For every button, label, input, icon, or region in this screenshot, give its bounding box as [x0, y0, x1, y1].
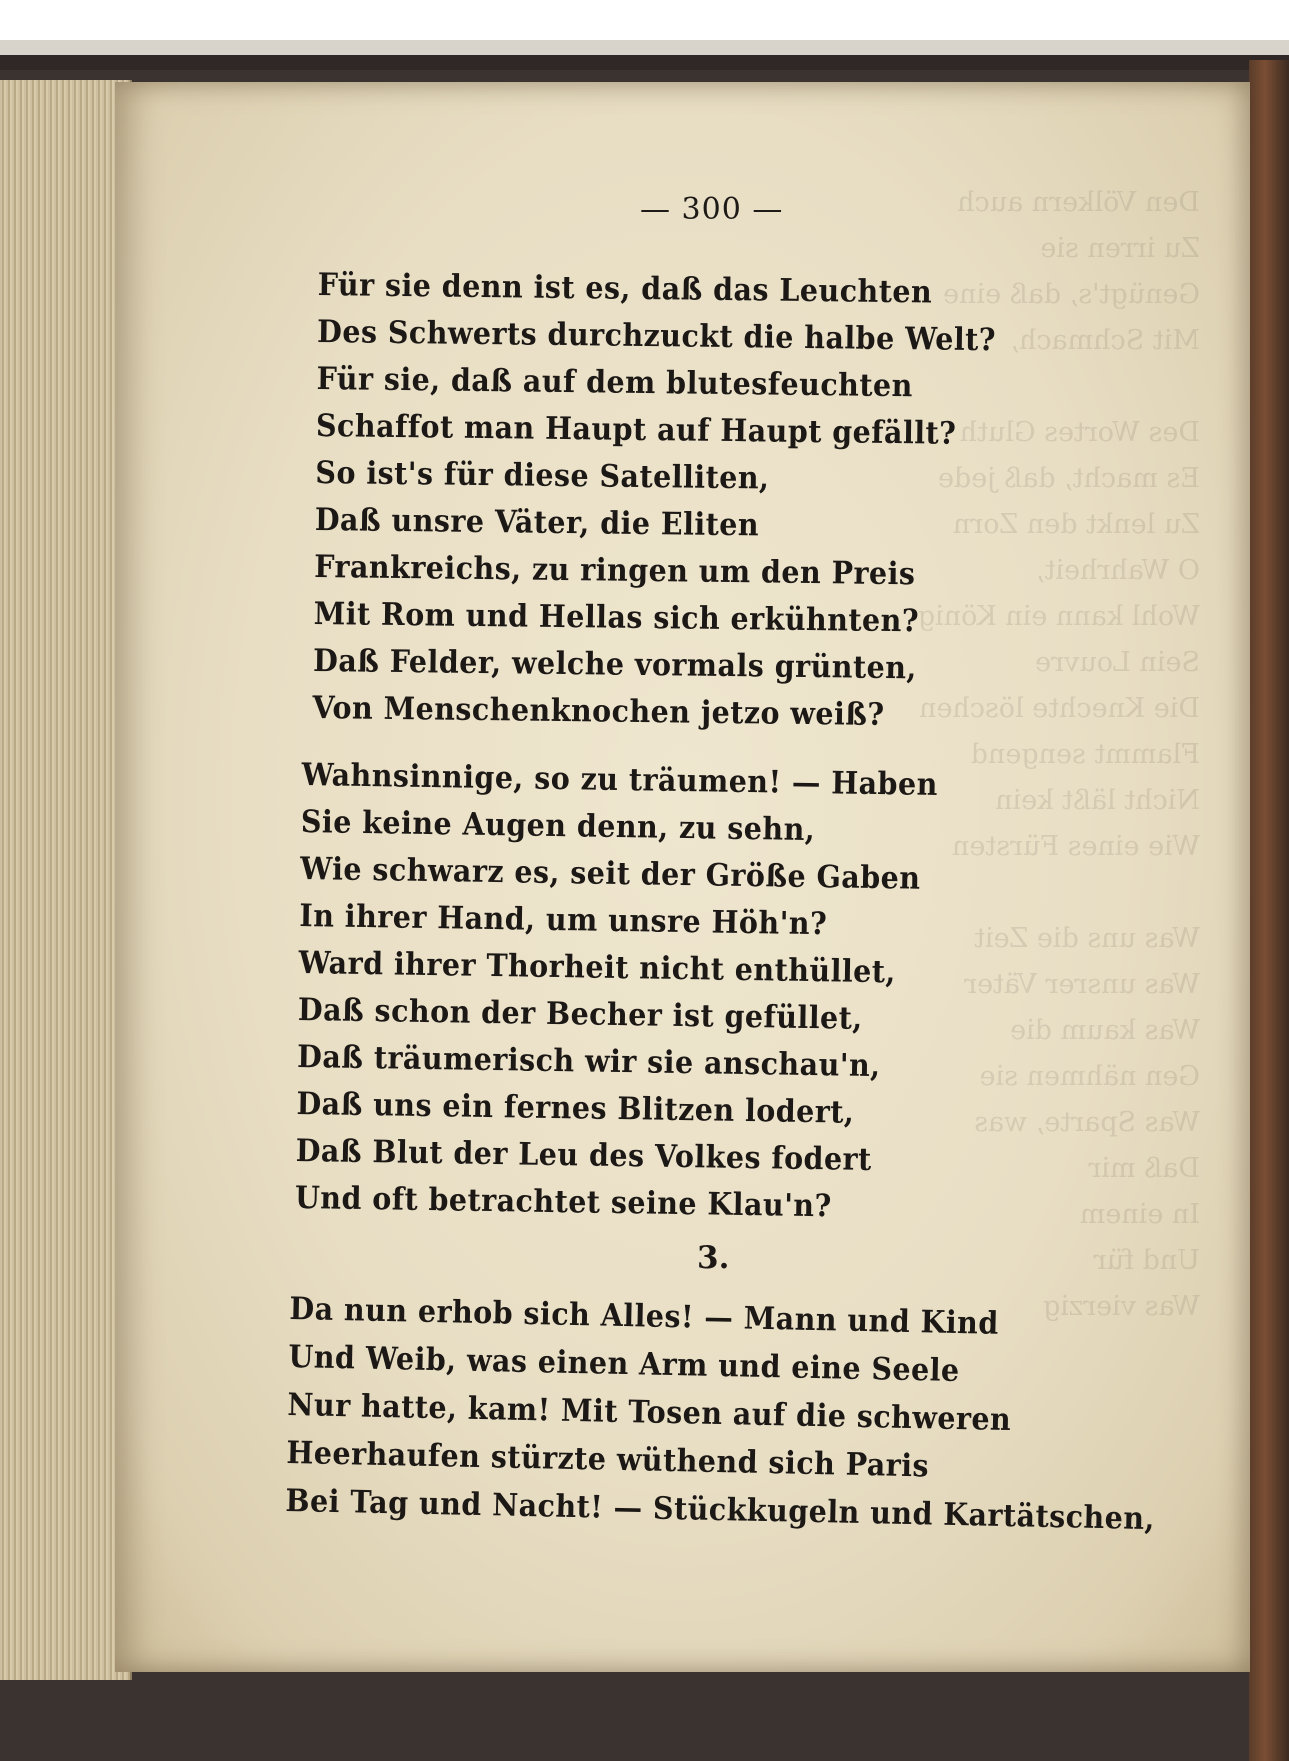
stanza-2: [295, 752, 994, 1233]
verse-line: Für sie denn ist es, daß das Leuchten: [317, 266, 933, 311]
verse-line: Von Menschenknochen jetzo weiß?: [312, 689, 885, 733]
verse-line: Mit Rom und Hellas sich erkühnten?: [313, 595, 920, 640]
verse-line: Frankreichs, zu ringen um den Preis: [314, 548, 916, 593]
verse-line: Wie schwarz es, seit der Größe Gaben: [299, 850, 921, 897]
verse-line: Daß unsre Väter, die Eliten: [314, 501, 760, 544]
verse-line: Daß uns ein fernes Blitzen lodert,: [296, 1085, 855, 1131]
verse-line: Wahnsinnige, so zu träumen! — Haben: [301, 756, 939, 803]
verse-line: Schaffot man Haupt auf Haupt gefällt?: [315, 407, 957, 452]
section-number: 3.: [697, 1240, 730, 1276]
verse-line: So ist's für diese Satelliten,: [315, 454, 770, 497]
verse-line: Und oft betrachtet seine Klau'n?: [294, 1179, 832, 1225]
verse-line: Bei Tag und Nacht! — Stückkugeln und Kartätschen,: [285, 1482, 1156, 1538]
verse-line: In ihrer Hand, um unsre Höh'n?: [299, 897, 828, 943]
verse-line: Nur hatte, kam! Mit Tosen auf die schweren: [287, 1386, 1012, 1439]
verse-line: Heerhaufen stürzte wüthend sich Paris: [286, 1434, 930, 1485]
verse-line: Ward ihrer Thorheit nicht enthüllet,: [298, 944, 897, 991]
verse-line: Für sie, daß auf dem blutesfeuchten: [316, 360, 914, 405]
verse-line: Daß schon der Becher ist gefüllet,: [297, 991, 863, 1037]
stanza-1: [312, 262, 1056, 741]
verse-line: Des Schwerts durchzuckt die halbe Welt?: [316, 313, 997, 359]
scan-top-edge: [0, 0, 1289, 70]
page-stack-edge: [0, 80, 132, 1680]
page-number: — 300 —: [640, 192, 784, 227]
verse-line: Sie keine Augen denn, zu sehn,: [300, 803, 816, 849]
verse-line: Daß Blut der Leu des Volkes fodert: [295, 1132, 872, 1178]
verse-line: Daß träumerisch wir sie anschau'n,: [296, 1038, 881, 1085]
verse-line: Da nun erhob sich Alles! — Mann und Kind: [289, 1290, 1000, 1342]
stanza-3: [285, 1285, 1235, 1545]
verse-line: Und Weib, was einen Arm und eine Seele: [288, 1338, 960, 1390]
book-cover-edge: [1249, 60, 1289, 1761]
verse-line: Daß Felder, welche vormals grünten,: [312, 642, 918, 687]
